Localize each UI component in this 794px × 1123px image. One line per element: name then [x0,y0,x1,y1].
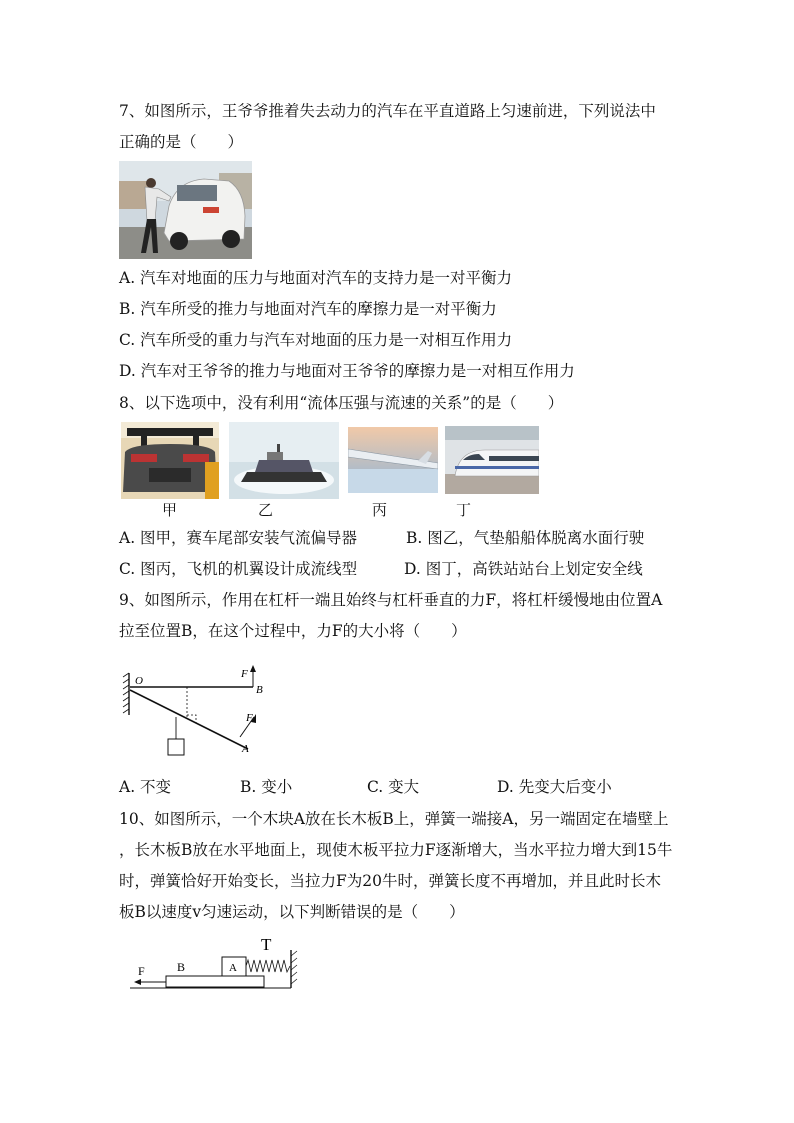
q9-option-b[interactable]: B. 变小 [240,778,293,796]
q7-stem-line1: 7、如图所示，王爷爷推着失去动力的汽车在平直道路上匀速前进，下列说法中 [119,102,656,120]
q8-option-d[interactable]: D. 图丁，高铁站站台上划定安全线 [404,560,643,578]
caption-ding: 丁 [456,501,472,519]
q9-stem-line1: 9、如图所示，作用在杠杆一端且始终与杠杆垂直的力F，将杠杆缓慢地由位置A [119,591,663,609]
race-car-spoiler-photo [121,422,219,499]
q10-stem-line1: 10、如图所示，一个木块A放在长木板B上，弹簧一端接A，另一端固定在墙壁上 [119,810,669,828]
label-b: B [256,684,263,696]
q7-stem-line2: 正确的是（ ） [119,133,244,151]
q7-option-a[interactable]: A. 汽车对地面的压力与地面对汽车的支持力是一对平衡力 [119,269,513,287]
label-b: B [177,960,186,974]
spring-block-diagram [130,932,305,994]
label-f: F [138,964,145,978]
hovercraft-photo [229,422,339,499]
q9-option-a[interactable]: A. 不变 [119,778,172,796]
label-o: O [135,675,143,687]
man-pushing-car-photo [119,161,252,259]
label-f-top: F [241,668,248,680]
label-f-low: F [246,712,253,724]
q9-option-d[interactable]: D. 先变大后变小 [497,778,612,796]
q7-option-c[interactable]: C. 汽车所受的重力与汽车对地面的压力是一对相互作用力 [119,331,513,349]
q7-option-b[interactable]: B. 汽车所受的推力与地面对汽车的摩擦力是一对平衡力 [119,300,497,318]
q10-stem-line3: 时，弹簧恰好开始变长，当拉力F为20牛时，弹簧长度不再增加，并且此时长木 [119,872,661,890]
q8-option-b[interactable]: B. 图乙，气垫船船体脱离水面行驶 [406,529,645,547]
label-t: T [261,935,272,954]
caption-jia: 甲 [162,501,178,519]
q9-option-c[interactable]: C. 变大 [367,778,420,796]
q10-stem-line2: ，长木板B放在水平地面上，现使木板平拉力F逐渐增大，当水平拉力增大到15牛 [119,841,673,859]
caption-yi: 乙 [258,501,274,519]
q8-stem: 8、以下选项中，没有利用“流体压强与流速的关系”的是（ ） [119,394,564,412]
q8-option-c[interactable]: C. 图丙，飞机的机翼设计成流线型 [119,560,358,578]
caption-bing: 丙 [372,501,388,519]
lever-diagram [120,655,270,765]
label-a: A [242,743,249,755]
q10-stem-line4: 板B以速度v匀速运动，以下判断错误的是（ ） [119,903,465,921]
q9-stem-line2: 拉至位置B，在这个过程中，力F的大小将（ ） [119,622,467,640]
airplane-wing-photo [348,427,438,493]
label-a: A [229,962,237,974]
q8-option-a[interactable]: A. 图甲，赛车尾部安装气流偏导器 [119,529,358,547]
high-speed-train-photo [445,426,539,494]
q7-option-d[interactable]: D. 汽车对王爷爷的推力与地面对王爷爷的摩擦力是一对相互作用力 [119,362,575,380]
